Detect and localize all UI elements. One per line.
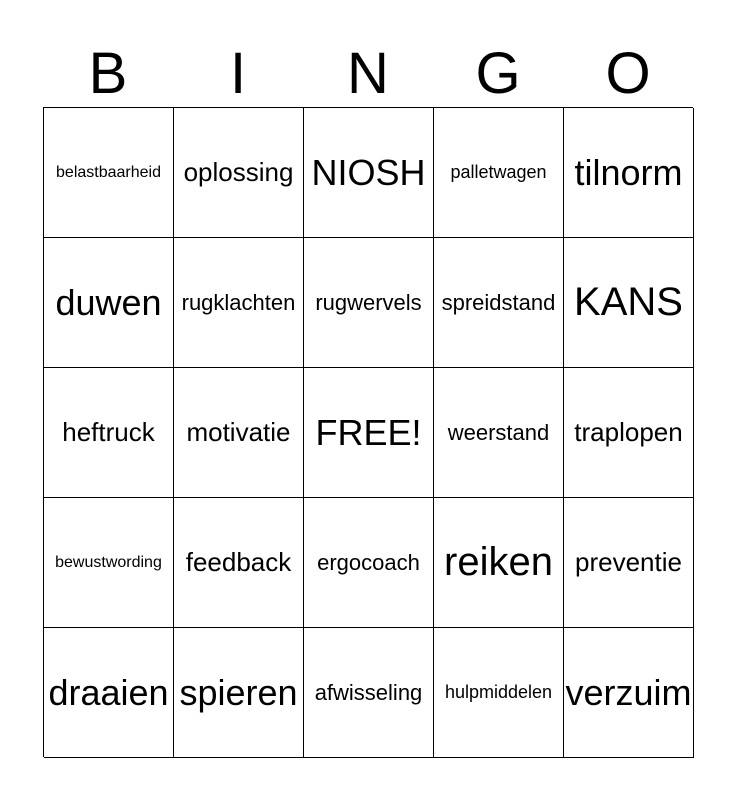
bingo-cell: traplopen [564, 368, 694, 498]
bingo-cell: preventie [564, 498, 694, 628]
header-letter-g: G [475, 41, 521, 106]
bingo-cell: verzuim [564, 628, 694, 758]
bingo-cell: reiken [434, 498, 564, 628]
bingo-cell: heftruck [44, 368, 174, 498]
bingo-cell: duwen [44, 238, 174, 368]
bingo-header [43, 40, 693, 108]
bingo-card-grid [43, 107, 693, 757]
bingo-cell: ergocoach [304, 498, 434, 628]
header-letter-b: B [88, 41, 128, 106]
bingo-cell: palletwagen [434, 108, 564, 238]
bingo-cell: NIOSH [304, 108, 434, 238]
bingo-cell: belastbaarheid [44, 108, 174, 238]
bingo-cell: draaien [44, 628, 174, 758]
bingo-cell: rugwervels [304, 238, 434, 368]
bingo-free-space: FREE! [304, 368, 434, 498]
bingo-cell: tilnorm [564, 108, 694, 238]
bingo-cell: weerstand [434, 368, 564, 498]
bingo-cell: bewustwording [44, 498, 174, 628]
bingo-cell: feedback [174, 498, 304, 628]
bingo-cell: rugklachten [174, 238, 304, 368]
bingo-cell: afwisseling [304, 628, 434, 758]
bingo-cell: motivatie [174, 368, 304, 498]
header-letter-o: O [605, 41, 651, 106]
bingo-cell: hulpmiddelen [434, 628, 564, 758]
bingo-cell: KANS [564, 238, 694, 368]
bingo-cell: spreidstand [434, 238, 564, 368]
header-letter-i: I [229, 41, 247, 106]
bingo-cell: oplossing [174, 108, 304, 238]
bingo-cell: spieren [174, 628, 304, 758]
header-letter-n: N [347, 41, 389, 106]
